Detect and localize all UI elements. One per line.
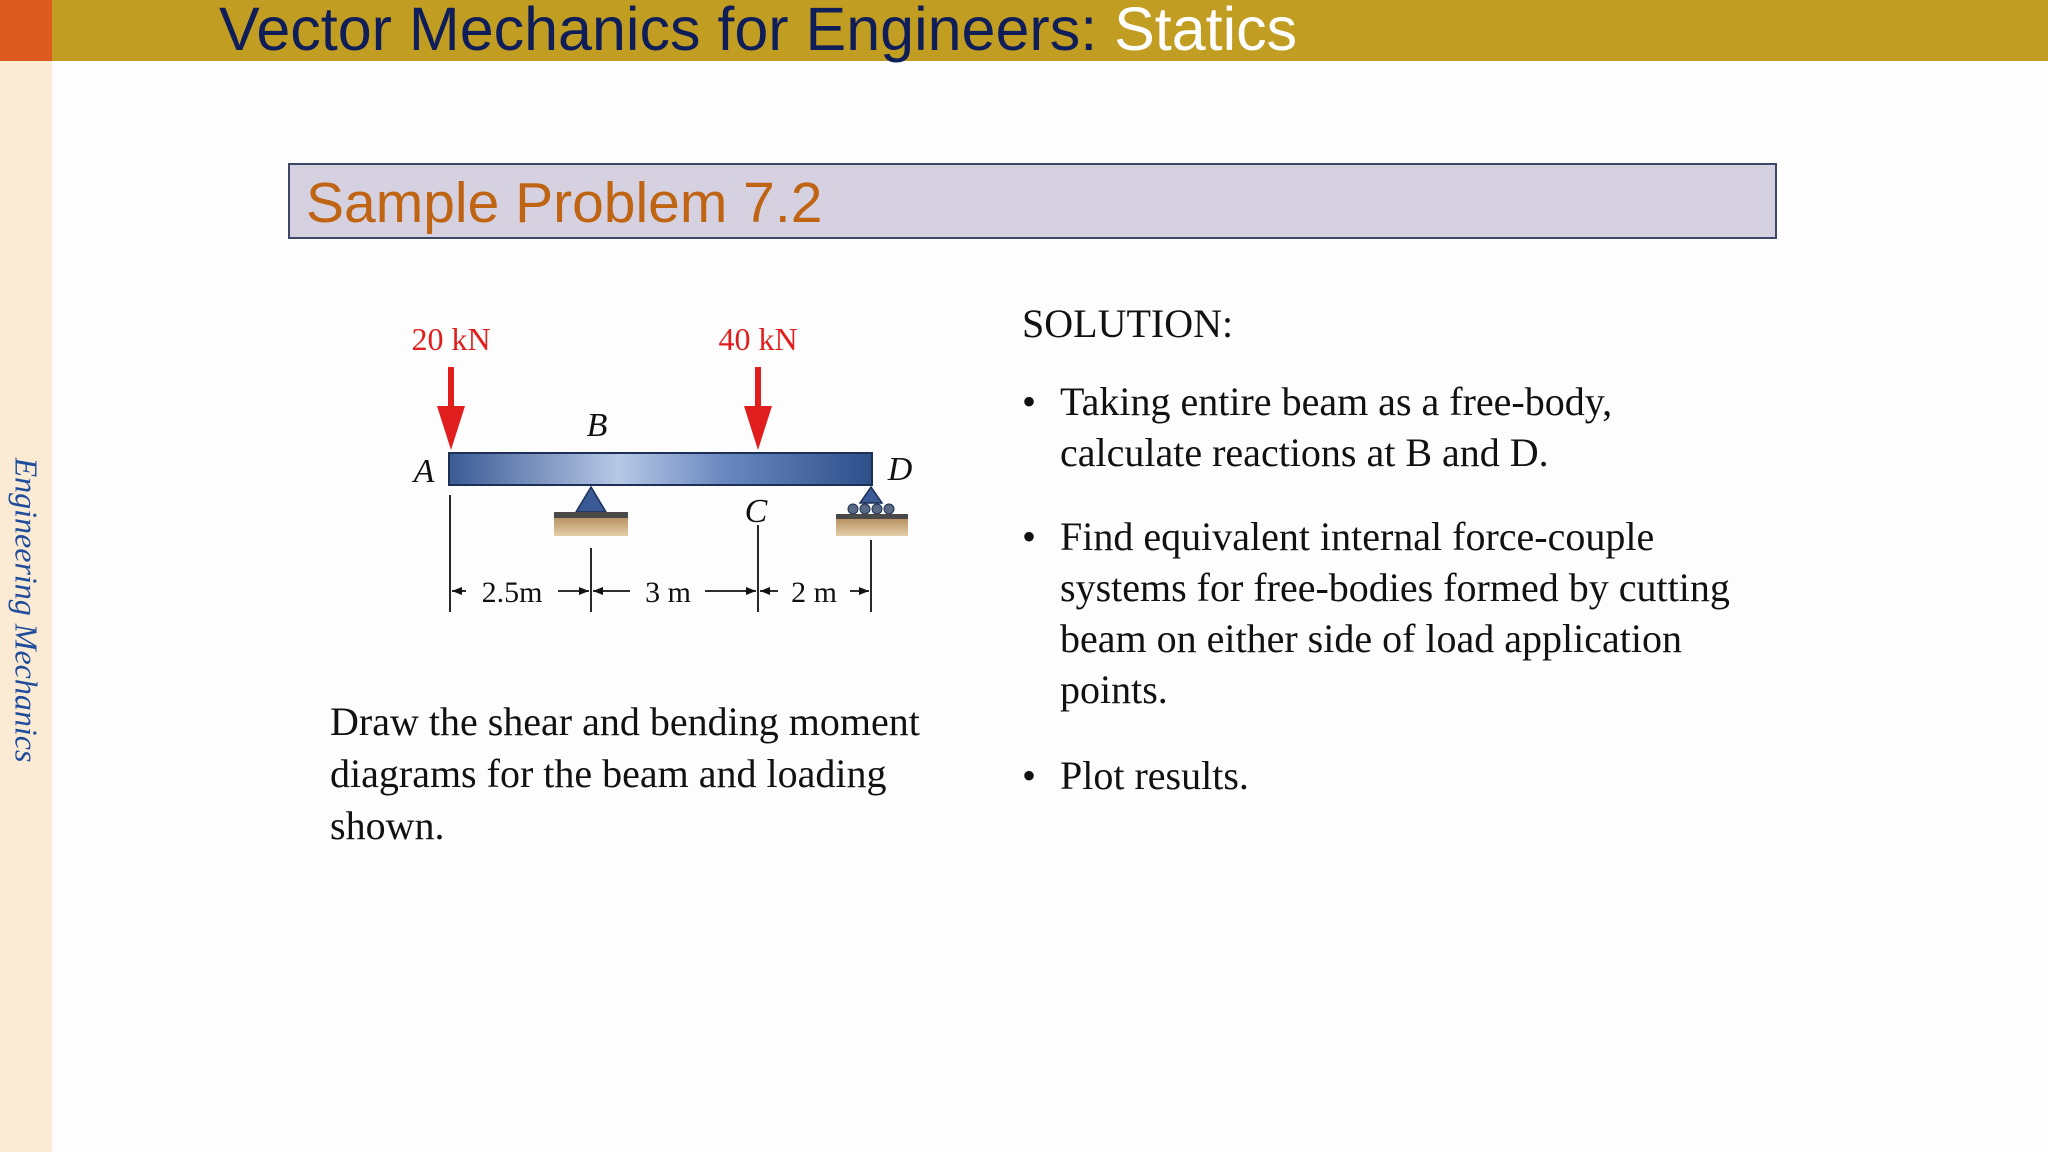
solution-heading: SOLUTION: bbox=[1022, 301, 1234, 346]
load-label-a: 20 kN bbox=[411, 321, 491, 357]
load-arrow-a bbox=[437, 367, 465, 450]
header-title-accent: Statics bbox=[1114, 0, 1298, 63]
roller-support-d bbox=[836, 487, 908, 536]
point-label-b: B bbox=[586, 407, 608, 444]
beam-diagram bbox=[390, 300, 950, 630]
point-label-a: A bbox=[413, 453, 435, 490]
solution-bullet-3 bbox=[1022, 750, 1742, 801]
problem-title-box bbox=[288, 163, 1777, 239]
pin-support-b bbox=[554, 487, 628, 536]
header-corner-accent bbox=[0, 0, 52, 61]
bullet-dot: • bbox=[1022, 379, 1037, 424]
solution-bullet-text: Find equivalent internal force-couple systems for free-bodies formed by cutting beam on either side of load application points. bbox=[1060, 514, 1730, 712]
beam bbox=[449, 453, 872, 485]
side-label: Engineering Mechanics bbox=[8, 457, 45, 763]
bullet-dot: • bbox=[1022, 753, 1037, 798]
dimension-ab: 2.5m bbox=[481, 576, 543, 609]
header-title-main: Vector Mechanics for Engineers: bbox=[219, 0, 1115, 63]
solution-bullet-2 bbox=[1022, 511, 1742, 715]
bullet-dot: • bbox=[1022, 514, 1037, 559]
slide-header-title bbox=[219, 0, 1297, 64]
load-label-c: 40 kN bbox=[718, 321, 798, 357]
solution-bullet-text: Plot results. bbox=[1060, 753, 1249, 798]
point-label-d: D bbox=[887, 451, 913, 488]
solution-bullet-text: Taking entire beam as a free-body, calculate reactions at B and D. bbox=[1060, 379, 1613, 475]
dimension-cd: 2 m bbox=[791, 576, 837, 609]
dimension-bc: 3 m bbox=[645, 576, 691, 609]
load-arrow-c bbox=[744, 367, 772, 450]
point-label-c: C bbox=[744, 493, 768, 530]
problem-title: Sample Problem 7.2 bbox=[306, 171, 823, 235]
solution-bullet-1 bbox=[1022, 376, 1742, 478]
problem-statement: Draw the shear and bending moment diagrams for the beam and loading shown. bbox=[330, 699, 920, 848]
